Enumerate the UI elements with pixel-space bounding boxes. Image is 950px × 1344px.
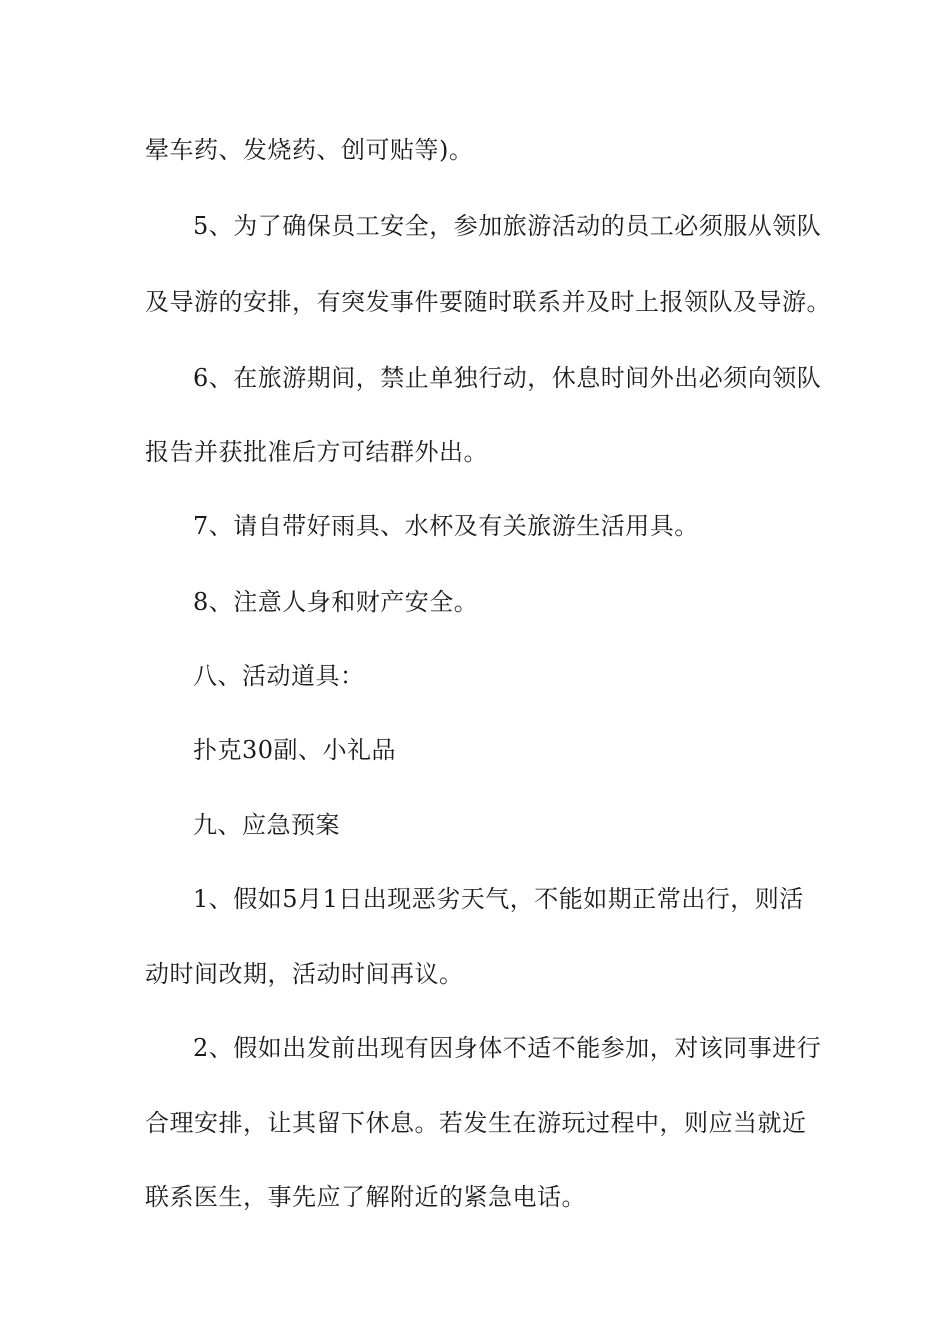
paragraph-line-9: 扑克30副、小礼品 <box>193 736 397 764</box>
paragraph-line-5: 报告并获批准后方可结群外出。 <box>145 438 488 466</box>
paragraph-line-3: 及导游的安排，有突发事件要随时联系并及时上报领队及导游。 <box>145 288 831 316</box>
section-heading-props: 八、活动道具： <box>193 662 365 690</box>
paragraph-line-7: 8、注意人身和财产安全。 <box>193 588 479 616</box>
paragraph-line-4: 6、在旅游期间，禁止单独行动，休息时间外出必须向领队 <box>193 364 822 392</box>
paragraph-line-13: 2、假如出发前出现有因身体不适不能参加，对该同事进行 <box>193 1034 822 1062</box>
paragraph-line-15: 联系医生，事先应了解附近的紧急电话。 <box>145 1183 586 1211</box>
paragraph-line-14: 合理安排，让其留下休息。若发生在游玩过程中，则应当就近 <box>145 1109 807 1137</box>
section-heading-emergency: 九、应急预案 <box>193 811 340 839</box>
paragraph-line-1: 晕车药、发烧药、创可贴等)。 <box>145 136 474 164</box>
paragraph-line-12: 动时间改期，活动时间再议。 <box>145 960 464 988</box>
paragraph-line-6: 7、请自带好雨具、水杯及有关旅游生活用具。 <box>193 512 699 540</box>
paragraph-line-2: 5、为了确保员工安全，参加旅游活动的员工必须服从领队 <box>193 212 822 240</box>
paragraph-line-11: 1、假如5月1日出现恶劣天气，不能如期正常出行，则活 <box>193 885 804 913</box>
